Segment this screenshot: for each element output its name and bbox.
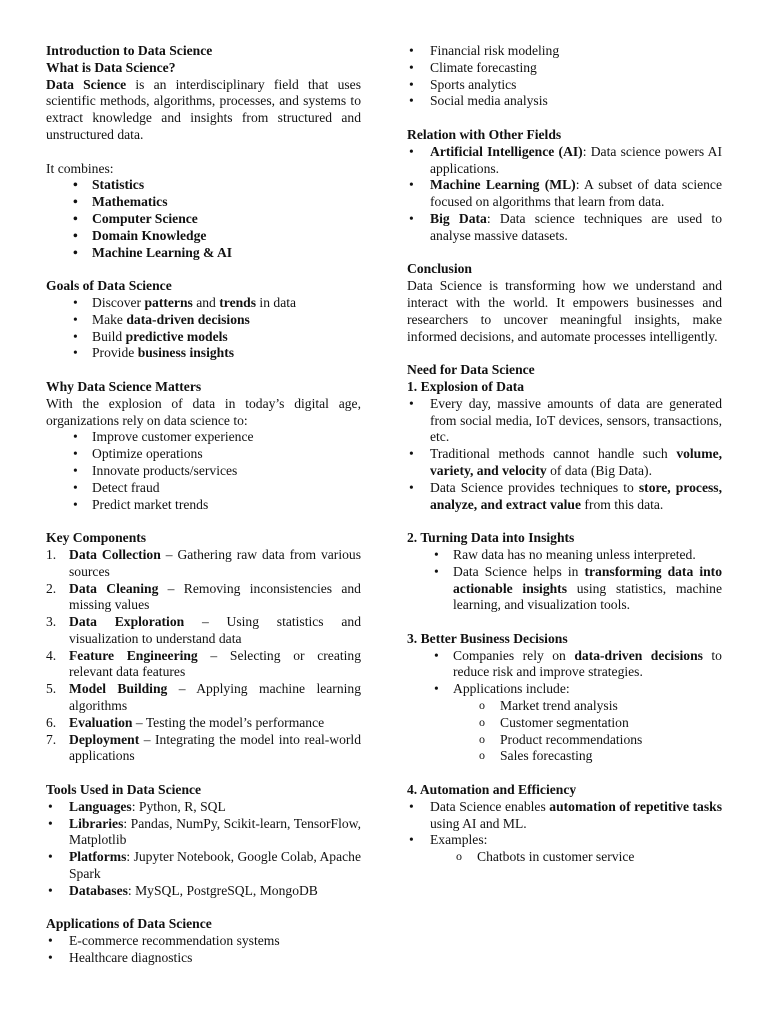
list-item: • Machine Learning (ML): A subset of data science focused on algorithms that learn from data. — [407, 177, 722, 211]
list-item: • Predict market trends — [46, 497, 361, 514]
list-item: o Sales forecasting — [407, 748, 722, 765]
list-item: • E-commerce recommendation systems — [46, 933, 361, 950]
list-item: • Healthcare diagnostics — [46, 950, 361, 967]
what-heading: What is Data Science? — [46, 59, 176, 75]
list-item: 1. Data Collection – Gathering raw data from various sources — [46, 546, 361, 579]
combines-label: It combines: — [46, 160, 114, 176]
list-item: • Mathematics — [46, 194, 361, 211]
list-item: • Financial risk modeling — [407, 43, 722, 60]
list-item: 4. Feature Engineering – Selecting or creating relevant data features — [46, 647, 361, 680]
section-1-list — [407, 396, 722, 514]
goals-list — [46, 295, 361, 362]
list-item: • Improve customer experience — [46, 429, 361, 446]
combines-list — [46, 177, 361, 261]
right-column — [407, 43, 722, 866]
applications-list-continued — [407, 43, 722, 110]
list-item: • Optimize operations — [46, 446, 361, 463]
conclusion-heading: Conclusion — [407, 261, 472, 277]
list-item: • Build predictive models — [46, 329, 361, 346]
section-3-sublist — [407, 698, 722, 765]
goals-heading: Goals of Data Science — [46, 278, 172, 294]
list-item: • Data Science provides techniques to store, process, analyze, and extract value from this data. — [407, 480, 722, 514]
applications-heading: Applications of Data Science — [46, 916, 212, 932]
list-item: 7. Deployment – Integrating the model into real-world applications — [46, 731, 361, 764]
tools-list — [46, 799, 361, 900]
list-item: • Applications include: — [407, 681, 722, 698]
need-heading: Need for Data Science — [407, 362, 535, 378]
list-item: • Data Science enables automation of repetitive tasks using AI and ML. — [407, 799, 722, 833]
list-item: o Chatbots in customer service — [407, 849, 722, 866]
why-list — [46, 429, 361, 513]
list-item: • Computer Science — [46, 211, 361, 228]
list-item: • Discover patterns and trends in data — [46, 295, 361, 312]
list-item: o Customer segmentation — [407, 715, 722, 732]
section-4-heading: 4. Automation and Efficiency — [407, 782, 577, 798]
list-item: • Databases: MySQL, PostgreSQL, MongoDB — [46, 883, 361, 900]
section-1-heading: 1. Explosion of Data — [407, 378, 525, 394]
section-4-sublist — [407, 849, 722, 866]
list-item: o Market trend analysis — [407, 698, 722, 715]
list-item: 3. Data Exploration – Using statistics and visualization to understand data — [46, 614, 361, 646]
applications-list — [46, 933, 361, 967]
list-item: • Raw data has no meaning unless interpreted. — [407, 547, 722, 564]
list-item: • Domain Knowledge — [46, 228, 361, 245]
section-2-list — [407, 547, 722, 614]
key-components-list — [46, 547, 361, 765]
list-item: • Examples: — [407, 832, 722, 849]
section-2-heading: 2. Turning Data into Insights — [407, 530, 575, 546]
list-item: • Statistics — [46, 177, 361, 194]
list-item: • Traditional methods cannot handle such volume, variety, and velocity of data (Big Data). — [407, 446, 722, 480]
list-item: • Platforms: Jupyter Notebook, Google Colab, Apache Spark — [46, 849, 361, 883]
section-3-heading: 3. Better Business Decisions — [407, 630, 568, 646]
conclusion-paragraph: Data Science is transforming how we understand and interact with the world. It empowers businesses and researchers to uncover meaningful insights, make informed decisions, and automate processes intelligently. — [407, 278, 722, 344]
list-item: • Innovate products/services — [46, 463, 361, 480]
list-item: • Climate forecasting — [407, 60, 722, 77]
list-item: • Detect fraud — [46, 480, 361, 497]
list-item: • Data Science helps in transforming data into actionable insights using statistics, machine learning, and visualization tools. — [407, 564, 722, 614]
list-item: • Libraries: Pandas, NumPy, Scikit-learn, TensorFlow, Matplotlib — [46, 816, 361, 850]
section-3-list — [407, 648, 722, 698]
list-item: 2. Data Cleaning – Removing inconsistencies and missing values — [46, 580, 361, 613]
doc-title: Introduction to Data Science — [46, 43, 213, 58]
list-item: • Big Data: Data science techniques are used to analyse massive datasets. — [407, 211, 722, 245]
list-item: 5. Model Building – Applying machine learning algorithms — [46, 681, 362, 714]
section-4-list — [407, 799, 722, 849]
list-item: 6. Evaluation – Testing the model’s performance — [46, 714, 325, 730]
left-column — [46, 43, 361, 967]
list-item: • Languages: Python, R, SQL — [46, 799, 361, 816]
list-item: o Product recommendations — [407, 732, 722, 749]
list-item: • Make data-driven decisions — [46, 312, 361, 329]
why-paragraph: With the explosion of data in today’s digital age, organizations rely on data science to: — [46, 395, 361, 428]
list-item: • Machine Learning & AI — [46, 245, 361, 262]
tools-heading: Tools Used in Data Science — [46, 782, 202, 798]
relation-list — [407, 144, 722, 245]
list-item: • Every day, massive amounts of data are generated from social media, IoT devices, sensors, transactions, etc. — [407, 396, 722, 446]
list-item: • Artificial Intelligence (AI): Data science powers AI applications. — [407, 144, 722, 178]
list-item: • Sports analytics — [407, 77, 722, 94]
what-paragraph: Data Science is an interdisciplinary field that uses scientific methods, algorithms, processes, and systems to extract knowledge and insights from structured and unstructured data. — [46, 76, 361, 142]
relation-heading: Relation with Other Fields — [407, 126, 562, 142]
list-item: • Social media analysis — [407, 93, 722, 110]
list-item: • Provide business insights — [46, 345, 361, 362]
list-item: • Companies rely on data-driven decisions to reduce risk and improve strategies. — [407, 648, 722, 682]
why-heading: Why Data Science Matters — [46, 378, 202, 394]
key-components-heading: Key Components — [46, 530, 147, 546]
